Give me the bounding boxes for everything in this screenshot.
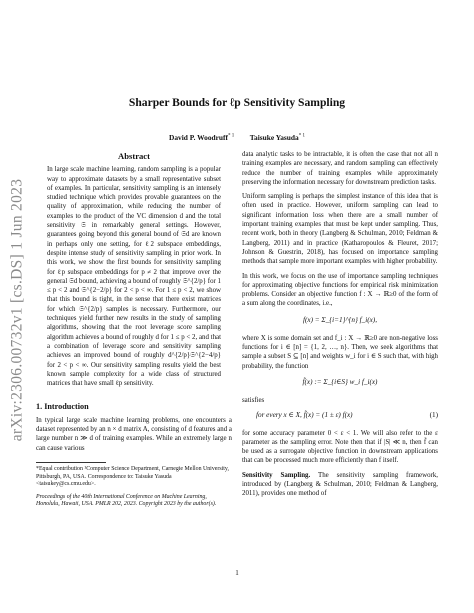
body-paragraph: where X is some domain set and f_i : X → ℝ≥0 are non-negative loss functions for i ∈ [n] = {1, 2, …, n}. Then, we seek algorithms that sample a subset S ⊆ [n] and weights w_i for i ∈ S such that, with high probability, the function [242,334,438,370]
equation-guarantee-body: for every x ∈ X, f̃(x) = (1 ± ε) f(x) [256,411,353,420]
arxiv-id: arXiv:2306.00732v1 [cs.DS] 1 Jun 2023 [8,178,25,442]
equation-guarantee [242,411,438,420]
page-number: 1 [235,569,239,577]
body-paragraph [242,471,438,499]
equation-number: (1) [429,411,438,420]
author-marks: * 1 [227,133,235,139]
abstract-heading: Abstract [118,151,150,161]
equation-sum: f(x) = Σ_{i=1}^{n} f_i(x), [302,315,377,324]
paragraph-text: The sensitivity sampling framework, introduced by (Langberg & Schulman, 2010; Feldman & Langberg, 2011), provides one method of [242,471,438,498]
equation-weighted-sum: f̃(x) := Σ_{i∈S} w_i f_i(x) [302,377,378,386]
right-column [242,150,438,504]
section-heading-introduction: 1. Introduction [36,402,89,412]
author-marks: * 1 [298,133,305,139]
body-text: satisfies [242,396,265,404]
affiliation-footnote: *Equal contribution ¹Computer Science Department, Carnegie Mellon University, Pittsburgh, PA, USA. Correspondence to: Taisuke Yasuda <taisukey@cs.cmu.edu>. [36,465,229,488]
author-name: Taisuke Yasuda [249,133,299,142]
paragraph-heading: Sensitivity Sampling. [242,471,311,479]
abstract-text: In large scale machine learning, random sampling is a popular way to approximate datasets by a small representative subset of examples. In particular, sensitivity sampling is an intensely studied technique which provides provable guarantees on the quality of approximation, while reducing the number of examples to the product of the VC dimension d and the total sensitivity 𝔖 in remarkably general settings. However, guarantees going beyond this general bound of 𝔖d are known in perhaps only one setting, for ℓ2 subspace embeddings, despite intense study of sensitivity sampling in prior work. In this work, we show the first bounds for sensitivity sampling for ℓp subspace embeddings for p ≠ 2 that improve over the general 𝔖d bound, achieving a bound of roughly 𝔖^{2/p} for 1 ≤ p < 2 and 𝔖^{2−2/p} for 2 < p < ∞. For 1 ≤ p < 2, we show that this bound is tight, in the sense that there exist matrices for which 𝔖^{2/p} samples is necessary. Furthermore, our techniques yield further new results in the study of sampling algorithms, showing that the root leverage score sampling algorithm achieves a bound of roughly d for 1 ≤ p < 2, and that a combination of leverage score and sensitivity sampling achieves an improved bound of roughly d^{2/p}𝔖^{2−4/p} for 2 < p < ∞. Our sensitivity sampling results yield the best known sample complexity for a wide class of structured matrices that have small ℓp sensitivity. [47,166,221,388]
author-name: David P. Woodruff [169,133,228,142]
left-column [36,150,232,514]
body-paragraph: In this work, we focus on the use of importance sampling techniques for approximating objective functions for empirical risk minimization problems. Consider an objective function f : X → ℝ≥0 of the form of a sum along the coordinates, i.e., [242,272,438,308]
proceedings-note: Proceedings of the 40th International Conference on Machine Learning, Honolulu, Hawaii, USA. PMLR 202, 2023. Copyright 2023 by the author(s). [36,493,217,508]
paper-title: Sharper Bounds for ℓp Sensitivity Sampling [128,96,346,109]
author-list [0,133,474,142]
footnote-divider [36,462,106,463]
abstract-body [36,165,232,388]
intro-paragraph: In typical large scale machine learning problems, one encounters a dataset represented by an n × d matrix A, consisting of d features and a large number n ≫ d of training examples. While an extremely large n can cause various [36,416,232,452]
arxiv-watermark [2,150,32,470]
body-paragraph: data analytic tasks to be intractable, it is often the case that not all n training examples are necessary, and random sampling can effectively reduce the number of training examples while approximately preserving the information necessary for downstream prediction tasks. [242,151,438,186]
body-paragraph: Uniform sampling is perhaps the simplest instance of this idea that is often used in practice. However, uniform sampling can lead to significant information loss when there are a small number of important training examples that must be kept under sampling. Thus, recent work, both in theory (Langberg & Schulman, 2010; Feldman & Langberg, 2011) and in practice (Katharopoulos & Fleuret, 2017; Johnson & Guestrin, 2018), has focused on importance sampling methods that sample more important examples with higher probability. [242,193,438,266]
body-paragraph: for some accuracy parameter 0 < ε < 1. We will also refer to the ε parameter as the sampling error. Note then that if |S| ≪ n, then f̃ can be used as a surrogate objective function in downstream applications that can be processed much more efficiently than f itself. [242,429,438,465]
